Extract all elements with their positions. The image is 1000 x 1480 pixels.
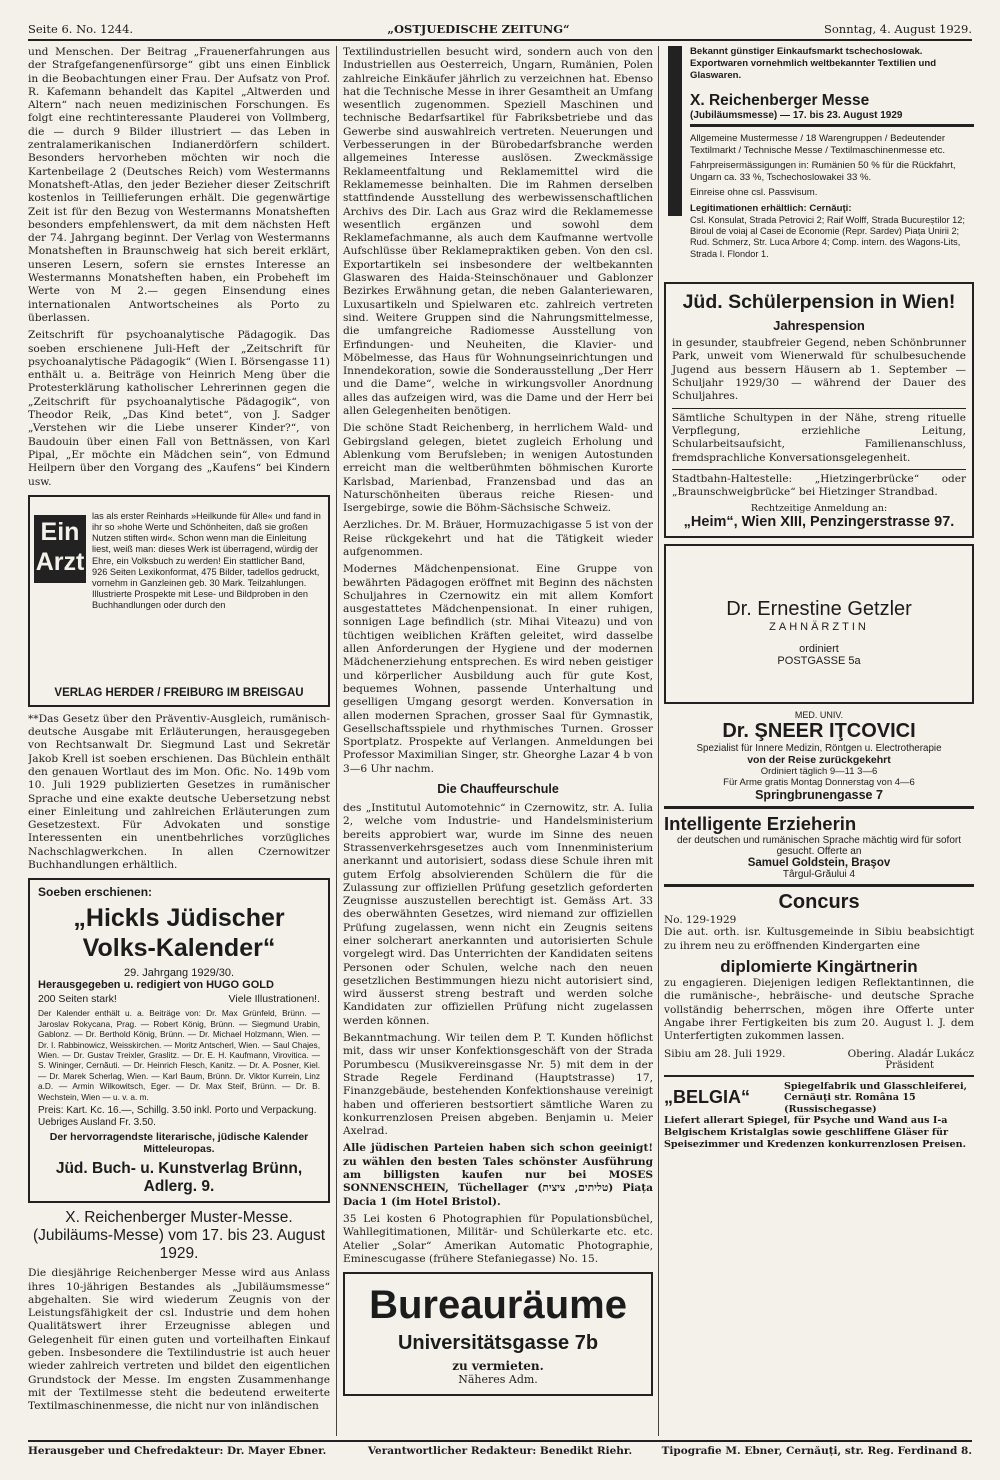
schuler-text: in gesunder, staubfreier Gegend, neben Schönbrunner Park, unweit vom Wienerwald für schulbesuchende Jugend aus bessern Häusern ab 1. September — Schuljahr 1929/30 — während der Dauer des Schuljahres.: [672, 337, 966, 403]
hickl-note: Der hervorragendste literarische, jüdische Kalender Mitteleuropas.: [49, 1131, 309, 1156]
page-footer: [28, 1440, 972, 1457]
schuler-ad: [664, 282, 974, 538]
belgia-header: Spiegelfabrik und Glasschleiferei, Cernăuţi str. Româna 15 (Russischegasse): [784, 1080, 968, 1115]
arzt-ad-title: Ein Arzt: [34, 515, 86, 583]
getzler-name: Dr. Ernestine Getzler: [726, 598, 912, 621]
itcovici-hours: Ordiniert täglich 9—11 3—6: [760, 766, 878, 778]
column-rule-1: [336, 46, 337, 1436]
erzieherin-address: Târgul-Grăului 4: [782, 869, 856, 881]
concurs-text: Die aut. orth. isr. Kultusgemeinde in Sibiu beabsichtigt zu ihrem neu zu eröffnenden Kindergarten eine: [664, 926, 974, 952]
messe-ad-legit: Legitimationen erhältlich: Cernăuţi:: [690, 202, 852, 214]
schuler-reg: Rechtzeitige Anmeldung an:: [750, 503, 888, 515]
getzler-address: POSTGASSE 5a: [777, 655, 861, 668]
schuler-info: Sämtliche Schultypen in der Nähe, streng rituelle Verpflegung, erziehliche Leitung, Schularbeitsaufsicht, Familienanschluss, fremdsprachliche Konversationsgelegenheit.: [672, 408, 966, 465]
bureau-title: Bureauräume: [369, 1283, 627, 1328]
westermann-article: und Menschen. Der Beitrag „Frauenerfahrungen aus der Strafgefangenenfürsorge“ gibt uns einen Einblick in die Beobachtungen einer Frau. Der Aufsatz von Prof. R. Kafemann behandelt das Kapitel „Altwerden und Altern“ nach neuen medizinischen Forschungen. Es folgt eine rechtinteressante Plauderei von Vollmberg, die — durch 9 Bilder illustriert — das Leben in zentralamerikanischen Indianerdörfern schildert. Besonders hervorheben möchten wir noch die Kartenbeilage 2 (Deutsches Reich) vom Westermanns Monatsheft-Atlas, den jeder Bezieher dieser Zeitschrift kostenlos in Teillieferungen erhält. Die gegenwärtige Zeit ist für den Bezug von Westermanns Monatsheften besonders empfehlenswert, da mit dem nächsten Heft der 74. Jahrgang beginnt. Der Verlag von Westermanns Monatsheften in Braunschweig hat sich bereit erklärt, unseren Lesern, sofern sie ernstes Interesse an Westermanns Monatsheften haben, ein Probeheft im Werte von M 2.— gegen Einsendung eines internationalen Antwortscheines als Porto zu überlassen.: [28, 46, 330, 324]
hickl-pre: Soeben erschienen:: [38, 885, 153, 900]
itcovici-pre: MED. UNIV.: [794, 710, 844, 721]
hickl-publisher: Jüd. Buch- u. Kunstverlag Brünn, Adlerg. 9.: [55, 1160, 303, 1196]
concurs-ad: [664, 887, 974, 1070]
bureau-address: Universitätsgasse 7b: [397, 1332, 599, 1355]
messe-ad-title: X. Reichenberger Messe: [690, 92, 870, 109]
column-rule-2: [658, 46, 659, 1436]
arzt-ad: [28, 495, 330, 707]
itcovici-back: von der Reise zurückgekehrt: [747, 754, 891, 767]
messe-ad-groups: Allgemeine Mustermesse / 18 Warengruppen / Bedeutender Textilmarkt / Technische Messe / Textilmaschinenmesse etc.: [690, 133, 946, 156]
bureau-ad: [343, 1272, 653, 1396]
erzieherin-title: Intelligente Erzieherin: [664, 813, 857, 835]
hickl-ad: [28, 878, 330, 1203]
chauffeur-article: des „Institutul Automotehnic“ in Czernowitz, str. A. Iulia 2, welche vom Industrie- und Handelsministerium bereits approbiert war, wurde im Sinne des neuen Strassenverkehrsgesetzes auch vom Innenministerium anerkannt und autorisiert, sodass diese Schule ihren mit gutem Erfolg absolvierenden Schülern die für die Zulassung zur offiziellen Prüfung gesetzlich geforderten Zeugnisse auszustellen berechtigt ist. Gemäss Art. 33 des oberwähnten Gesetzes, wird niemand zur offiziellen Prüfung zugelassen, wenn nicht ein Zeugnis seitens einer solcherart anerkannten und autorisierten Schule vorgelegt wird. Das Unterrichten der Kandidaten seitens Personen oder Schulen, welche nach den neuen gesetzlichen Bestimmungen hiezu nicht autorisiert sind, wird äusserst streng bestraft und werden solche Kandidaten zur offiziellen Prüfung nicht zugelassen werden können.: [343, 802, 653, 1027]
messe-ad-dates: (Jubiläumsmesse) — 17. bis 23. August 1929: [690, 110, 974, 127]
arzt-ad-publisher: VERLAG HERDER / FREIBURG IM BREISGAU: [54, 686, 304, 699]
aerzliches: Aerzliches. Dr. M. Bräuer, Hormuzachigasse 5 ist von der Reise rückgekehrt und hat die Tätigkeit wieder aufgenommen.: [343, 519, 653, 558]
concurs-title: Concurs: [778, 891, 860, 914]
erzieherin-ad: [664, 809, 974, 887]
getzler-ordiniert: ordiniert: [799, 643, 839, 656]
bureau-rent: zu vermieten.: [452, 1359, 544, 1374]
belgia-name: „BELGIA“: [664, 1087, 751, 1108]
concurs-number: No. 129-1929: [664, 914, 737, 927]
messe-ad-addresses: Csl. Konsulat, Strada Petrovici 2; Raif Wolff, Strada Bucureștilor 12; Biroul de voiaj al Casei de Economie (Repr. Sardev) Piața Unirii 2; Rud. Schmerz, Str. Luca Arbore 4; Comp. intern. des Wagons-Lits, Strada I. Flondor 1.: [690, 214, 965, 259]
sonnenschein-ad: Alle jüdischen Parteien haben sich schon geeinigt! zu wählen den besten Tales schönster Ausführung am billigsten kaufen nur bei MOSES SONNENSCHEIN, Tüchellager (טליתים, ציצית) Piața Dacia 1 (im Hotel Bristol).: [343, 1142, 653, 1208]
schuler-sub: Jahrespension: [773, 318, 865, 334]
solar-ad: 35 Lei kosten 6 Photographien für Populationsbüchel, Wahllegitimationen, Militär- und Schülerkarte etc. etc. Atelier „Solar“ Amerikan Automatic Photographie, Eminescugasse (frühere Stefaniegasse) No. 15.: [343, 1212, 653, 1265]
praeventiv-article: **Das Gesetz über den Präventiv-Ausgleich, rumänisch-deutsche Ausgabe mit Erläuterungen, herausgegeben von Rechtsanwalt Dr. Siegmund Last und Sekretär Jakob Krell ist soeben erschienen. Das Büchlein enthält den genauen Wortlaut des im Mon. Ofic. No. 149b vom 10. Juli 1929 publizierten Gesetzes in rumänischer Sprache und eine exakte deutsche Uebersetzung nebst einer Einleitung und zahlreichen Erläuterungen zum Gesetzestext. Für Advokaten und sonstige Interessenten ein unentbehrliches vorzügliches Nachschlagwerkchen. In allen Czernowitzer Buchhandlungen erhältlich.: [28, 712, 330, 872]
header-masthead: „OSTJUEDISCHE ZEITUNG“: [387, 22, 570, 36]
erzieherin-name: Samuel Goldstein, Braşov: [747, 857, 891, 870]
getzler-ad: [664, 544, 974, 704]
hickl-editor: Herausgegeben u. redigiert von HUGO GOLD: [38, 979, 274, 992]
messe-ad-bar: [668, 46, 682, 216]
bureau-more: Näheres Adm.: [458, 1373, 538, 1387]
messe-article: Die diesjährige Reichenberger Messe wird aus Anlass ihres 10-jährigen Bestandes als „Jubiläumsmesse“ abgehalten. Sie wird wiederum Zeugnis von der Leistungsfähigkeit der csl. Industrie und dem hohen Qualitätswert ihrer Erzeugnisse ablegen und Gelegenheit für einen guten und vorteilhaften Einkauf geben. Insbesondere die Textilindustrie ist auch heuer wieder zahlreich vertreten und bildet den eigentlichen Grundstock der Messe. Im engsten Zusammenhange mit der Textilmesse steht die bedeutend erweiterte Textilmaschinenmesse, die nicht nur von inländischen: [28, 1267, 330, 1413]
header-left: Seite 6. No. 1244.: [28, 22, 134, 36]
schuler-address: „Heim“, Wien XIII, Penzingerstrasse 97.: [683, 514, 955, 531]
arzt-ad-text: las als erster Reinhards »Heilkunde für Alle« und fand in ihr so »hohe Werte und Schönheiten, daß sie großen Nutzen stiften wird«. Schon wenn man die Einleitung liest, weiß man: dieses Werk ist überragend, würdig der Ehre, ein Volksbuch zu werden! Ein stattlicher Band, 926 Seiten Lexikonformat, 475 Bilder, tadellos gedruckt, vornehm in Ganzleinen geb. 30 Mark. Teilzahlungen. Illustrierte Prospekte mit Lese- und Bildproben in den Buchhandlungen oder durch den: [92, 510, 321, 611]
page-header: [28, 8, 972, 41]
hickl-price: Preis: Kart. Kc. 16.—, Schillg. 3.50 inkl. Porto und Verpackung. Uebriges Ausland Fr. 3.50.: [38, 1105, 317, 1128]
erzieherin-text: der deutschen und rumänischen Sprache mächtig wird für sofort gesucht. Offerte an: [676, 835, 962, 858]
itcovici-name: Dr. ŞNEER IŢCOVICI: [722, 720, 916, 743]
bekanntmachung: Bekanntmachung. Wir teilen dem P. T. Kunden höflichst mit, dass wir unser Konfektionsgeschäft von der Strada Porumbescu (Musikvereinsgasse Nr. 5) mit dem in der Strade Regele Ferdinand (Hauptstrasse) 17, Finanzgebäude, bestehenden Konfektionshause vereinigt haben und offerieren bestsortiert sämtliche Waren zu konkurrenzlosen Preisen abgeben. Benjamin u. Meier Axelrad.: [343, 1032, 653, 1138]
concurs-date: Sibiu am 28. Juli 1929.: [664, 1047, 786, 1060]
schuler-title: Jüd. Schülerpension in Wien!: [682, 291, 956, 314]
getzler-profession: ZAHNÄRZTIN: [769, 621, 869, 634]
concurs-signatory: Obering. Aladár Lukácz: [847, 1047, 974, 1060]
schuler-stop: Stadtbahn-Haltestelle: „Hietzingerbrücke“ oder „Braunschweigbrücke“ bei Hietzinger Strandbad.: [672, 469, 966, 500]
psychoanalytic-article: Zeitschrift für psychoanalytische Pädagogik. Das soeben erschienene Juli-Heft der „Zeitschrift für psychoanalytische Pädagogik“ (Wien I. Börsengasse 11) enthält u. a. Beiträge von Heinrich Meng über die Protesterklärung katholischer Lehrerinnen gegen die „Zeitschrift für psychoanalytische Pädagogik“, von Theodor Reik, „Das Kind betet“, von J. Sadger „Verstehen wir die Liebe unserer Kinder?“, von Baudouin über einen Fall von Bettnässen, von Karl Pipal, „Er möchte ein Mädchen sein“, von Edmund Heilpern über den Vorgang des „Kaufens“ bei Kindern usw.: [28, 329, 330, 488]
concurs-role: Präsident: [885, 1059, 934, 1071]
column-3: [664, 46, 974, 1436]
messe-article-title: X. Reichenberger Muster-Messe. (Jubiläums-Messe) vom 17. bis 23. August 1929.: [32, 1209, 326, 1263]
messe-ad: [664, 46, 974, 260]
itcovici-spec: Spezialist für Innere Medizin, Röntgen u. Electrotherapie: [696, 743, 942, 755]
hickl-year: 29. Jahrgang 1929/30.: [123, 967, 235, 980]
belgia-text: Liefert allerart Spiegel, für Psyche und Wand aus I-a Belgischem Kristalglas sowie geschliffene Gläser für Speisezimmer und Kredenzen konkurrenzlosen Preisen.: [664, 1115, 966, 1150]
hickl-contents: Der Kalender enthält u. a. Beiträge von: Dr. Max Grünfeld, Brünn. — Jaroslav Rokycana, Prag. — Robert König, Brünn. — Siegmund Urabin, Gablonz. — Dr. Berthold König, Brünn. — Dr. Michael Holzmann, Wien. — Dr. I. Rabbinowicz, Weisskirchen. — Moritz Antscherl, Wien. — Saul Chajes, Wien. — Dr. Gustav Treixler, Graslitz. — Dr. E. H. Kaufmann, Virovitica. — S. Wininger, Cernăuti. — Dr. Heinrich Flesch, Kanitz. — Dr. A. Posner, Kiel. — Dr. Marek Scherlag, Wien. — Karl Baum, Brünn. Dr. Viktor Kurrein, Linz a.D. — Armin Wilkowitsch, Eger. — Dr. Max Steif, Brünn. — Dr. B. Wechstein, Wien — u. v. a. m.: [38, 1008, 320, 1102]
footer-publisher: Herausgeber und Chefredakteur: Dr. Mayer Ebner.: [28, 1445, 327, 1457]
column-1: [28, 46, 330, 1436]
header-date: Sonntag, 4. August 1929.: [824, 22, 972, 36]
hickl-pages: 200 Seiten stark!: [38, 993, 117, 1006]
messe-continued: Textilindustriellen besucht wird, sondern auch von den Industriellen aus Oesterreich, Ungarn, Rumänien, Polen zahlreiche Einkäufer jährlich zu verzeichnen hat. Ebenso hat die Technische Messe in ihrer Gesamtheit an Umfang wesentlich zugenommen. Speziell Maschinen und technische Bedarfsartikel für Fabriksbetriebe und das Gewerbe sind auswahlreich vertreten. Neuerungen und Verbesserungen in der Bürobedarfsbranche werden allgemeines Interesse auslösen. Zweckmässige Reklameentfaltung und Reklamemittel wird die Reklamemesse beinhalten. Die im Rahmen derselben stattfindende Ausstellung des werbewissenschaftlichen Archivs des Dir. Lach aus Graz wird die Reklamemesse wesentlich ergänzen und sowohl dem Reklamefachmanne, als auch dem Kaufmanne wertvolle Aufschlüsse über Reklamepraktiken geben. Von den csl. Exportartikeln sei insbesondere der weltbekannten Glaswaren des Haida-Steinschönauer und Gablonzer Bezirkes Erwähnung getan, die neben Galanteriewaren, Luxusartikeln und Spielwaren etc. zahlreich vertreten sind. Weitere Gruppen sind die Nahrungsmittelmesse, die umfangreiche Radiomesse Ausstellung von Erfindungen- und Neuheiten, die Klavier- und Möbelmesse, das Haus für Wohnungseinrichtungen und Innendekoration, sowie die Sonderausstellung „Der Herr und die Dame“, welche in wirkungsvoller Anordnung alles das aufzeigen wird, was die Dame und der Herr bei allen Gelegenheiten benötigen.: [343, 46, 653, 418]
column-2: [343, 46, 653, 1436]
itcovici-ad: [664, 710, 974, 809]
concurs-text-2: zu engagieren. Diejenigen ledigen Reflektantinnen, die die rumänische-, hebräische- und deutsche Sprache vollständig beherrschen, mögen ihre Offerte unter Angabe ihrer Fertigkeiten bis zum 20. August l. J. dem Unterfertigten zukommen lassen.: [664, 977, 974, 1043]
chauffeur-title: Die Chauffeurschule: [437, 782, 559, 797]
messe-ad-export: Bekannt günstiger Einkaufsmarkt tschechoslowak. Exportwaren vornehmlich weltbekannter Textilien und Glaswaren.: [690, 46, 937, 81]
itcovici-poor: Für Arme gratis Montag Donnerstag von 4—6: [723, 777, 915, 789]
hickl-illustrations: Viele Illustrationen!.: [228, 993, 320, 1006]
itcovici-address: Springbrunengasse 7: [755, 788, 883, 803]
maedchenpensionat: Modernes Mädchenpensionat. Eine Gruppe von bewährten Pädagogen eröffnet mit Beginn des nächsten Schuljahres in Czernowitz ein mit allem Komfort ausgestattetes Mädchenpensionat. In einer ruhigen, sonnigen Lage befindlich (str. Mihai Viteazu) und von tüchtigen weiblichen Kräften geleitet, wird dasselbe allen Anforderungen der Hygiene und der modernen Mädchenerziehung entsprechen. Es wird neben geistiger und körperlicher Ausbildung auch für gute Kost, bequemes Wohnen, passende Unterhaltung und geselligen Umgang gesorgt werden. Konversation in allen modernen Sprachen, grosser Saal für Gymnastik, Gesellschaftsspiele und rhythmisches Turnen. Grosser Sportplatz. Prospekte auf Verlangen. Anmeldungen bei Professor Maximilian Singer, str. Gheorghe Lazar 4 b von 3—6 Uhr nachm.: [343, 563, 653, 775]
messe-ad-entry: Einreise ohne csl. Passvisum.: [690, 187, 818, 199]
reichenberg-city: Die schöne Stadt Reichenberg, in herrlichem Wald- und Gebirgsland gelegen, bietet zugleich Erholung und Ablenkung vom Berufsleben; in wenigen Autostunden erreicht man die weltberühmten böhmischen Kurorte Karlsbad, Marienbad, Franzensbad und das an Naturschönheiten überaus reiche Riesen- und Isergebirge, sowie die Böhm-Sächsische Schweiz.: [343, 422, 653, 515]
footer-editor: Verantwortlicher Redakteur: Benedikt Riehr.: [367, 1445, 633, 1457]
messe-ad-fare: Fahrpreisermässigungen in: Rumänien 50 % für die Rückfahrt, Ungarn ca. 33 %, Tschechoslowakei 33 %.: [690, 160, 956, 183]
footer-printer: Tipografie M. Ebner, Cernăuți, str. Reg. Ferdinand 8.: [661, 1445, 973, 1457]
concurs-position: diplomierte Kingärtnerin: [720, 957, 918, 977]
belgia-ad: [664, 1075, 974, 1151]
hickl-title: „Hickls Jüdischer Volks-Kalender“: [73, 904, 285, 963]
